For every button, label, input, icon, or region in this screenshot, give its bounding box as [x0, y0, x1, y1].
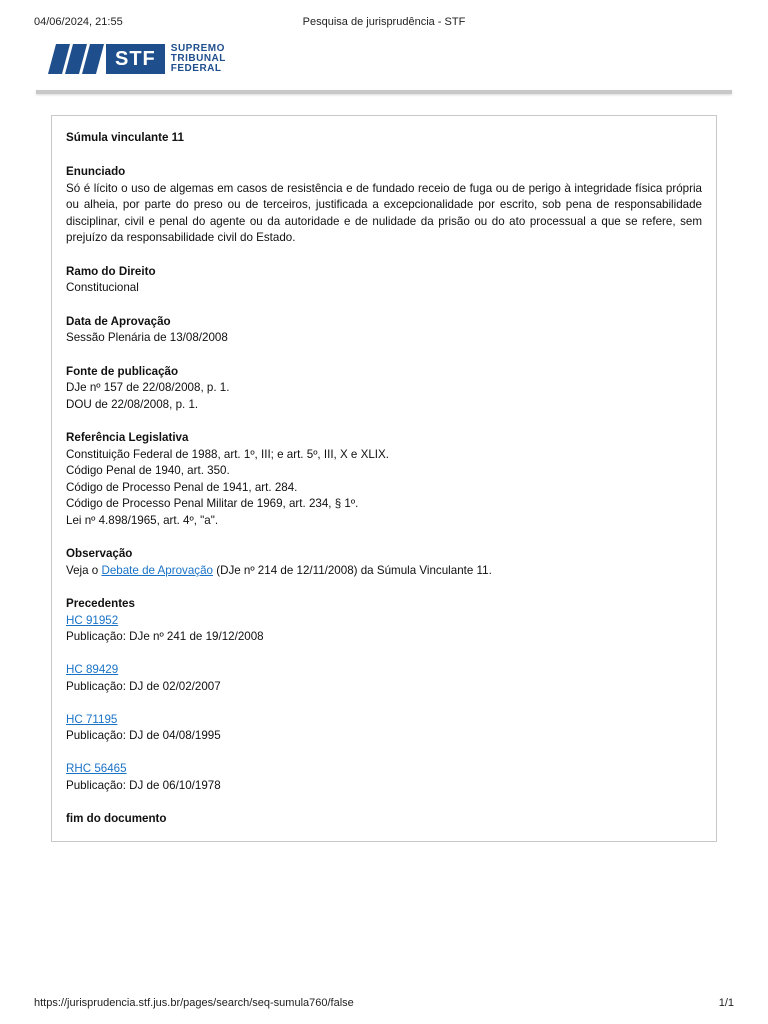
section-data-aprovacao [66, 314, 702, 347]
print-datetime: 04/06/2024, 21:55 [34, 16, 123, 28]
precedente-link[interactable]: HC 71195 [66, 712, 118, 726]
print-footer [34, 997, 734, 1011]
observacao-prefix: Veja o [66, 563, 102, 577]
precedente-publicacao: Publicação: DJ de 02/02/2007 [66, 679, 221, 693]
document-card [51, 115, 717, 842]
referencia-line: Código Penal de 1940, art. 350. [66, 464, 230, 477]
section-enunciado [66, 164, 702, 247]
section-label: Ramo do Direito [66, 264, 156, 278]
section-observacao [66, 546, 702, 579]
precedente-publicacao: Publicação: DJ de 06/10/1978 [66, 778, 221, 792]
debate-aprovacao-link[interactable]: Debate de Aprovação [101, 563, 213, 577]
section-label: Precedentes [66, 597, 135, 610]
section-label: Referência Legislativa [66, 431, 189, 444]
logo-acronym: STF [106, 44, 165, 74]
print-page-number: 1/1 [718, 997, 734, 1009]
referencia-line: Código de Processo Penal de 1941, art. 284. [66, 480, 298, 494]
section-ramo-do-direito [66, 264, 702, 297]
observacao-text [66, 563, 702, 580]
precedente-item [66, 613, 702, 646]
precedente-publicacao: Publicação: DJe nº 241 de 19/12/2008 [66, 630, 264, 643]
referencia-line: Lei nº 4.898/1965, art. 4º, "a". [66, 513, 219, 527]
logo-name-line1: SUPREMO [170, 43, 225, 54]
logo-stripes-icon [52, 44, 100, 74]
logo-name-line2: TRIBUNAL [170, 53, 226, 64]
fonte-line: DJe nº 157 de 22/08/2008, p. 1. [66, 381, 230, 394]
observacao-suffix: (DJe nº 214 de 12/11/2008) da Súmula Vinculante 11. [212, 563, 492, 577]
section-precedentes [66, 596, 702, 794]
precedente-item [66, 712, 702, 745]
precedente-publicacao: Publicação: DJ de 04/08/1995 [66, 729, 221, 742]
precedente-link[interactable]: HC 91952 [66, 613, 119, 627]
logo-name-line3: FEDERAL [170, 63, 222, 74]
precedente-item [66, 761, 702, 794]
document-title: Súmula vinculante 11 [66, 131, 184, 144]
referencia-line: Código de Processo Penal Militar de 1969, art. 234, § 1º. [66, 497, 359, 510]
section-fonte-publicacao [66, 364, 702, 414]
end-of-document: fim do documento [66, 812, 167, 825]
print-url: https://jurisprudencia.stf.jus.br/pages/search/seq-sumula760/false [34, 997, 354, 1009]
ramo-value: Constitucional [66, 281, 139, 294]
print-header [34, 16, 734, 30]
section-referencia-legislativa [66, 430, 702, 529]
precedente-link[interactable]: RHC 56465 [66, 762, 127, 775]
precedente-link[interactable]: HC 89429 [66, 663, 119, 676]
header-divider [36, 90, 732, 94]
referencia-line: Constituição Federal de 1988, art. 1º, III; e art. 5º, III, X e XLIX. [66, 447, 389, 461]
section-label: Enunciado [66, 165, 126, 178]
precedente-item [66, 662, 702, 695]
enunciado-text: Só é lícito o uso de algemas em casos de resistência e de fundado receio de fuga ou de perigo à integridade física própria ou alheia, por parte do preso ou de terceiros, justificada a excepcionalidade por escrito, sob pena de responsabilidade disciplinar, civil e penal do agente ou da autoridade e de nulidade da prisão ou do ato processual a que se refere, sem prejuízo da responsabilidade civil do Estado. [66, 181, 702, 244]
print-page-title: Pesquisa de jurisprudência - STF [302, 16, 466, 28]
fonte-line: DOU de 22/08/2008, p. 1. [66, 397, 199, 411]
section-label: Observação [66, 547, 133, 560]
section-label: Fonte de publicação [66, 364, 179, 378]
section-label: Data de Aprovação [66, 314, 171, 328]
aprovacao-value: Sessão Plenária de 13/08/2008 [66, 331, 228, 344]
logo-name [171, 44, 226, 74]
stf-logo[interactable] [52, 42, 226, 76]
